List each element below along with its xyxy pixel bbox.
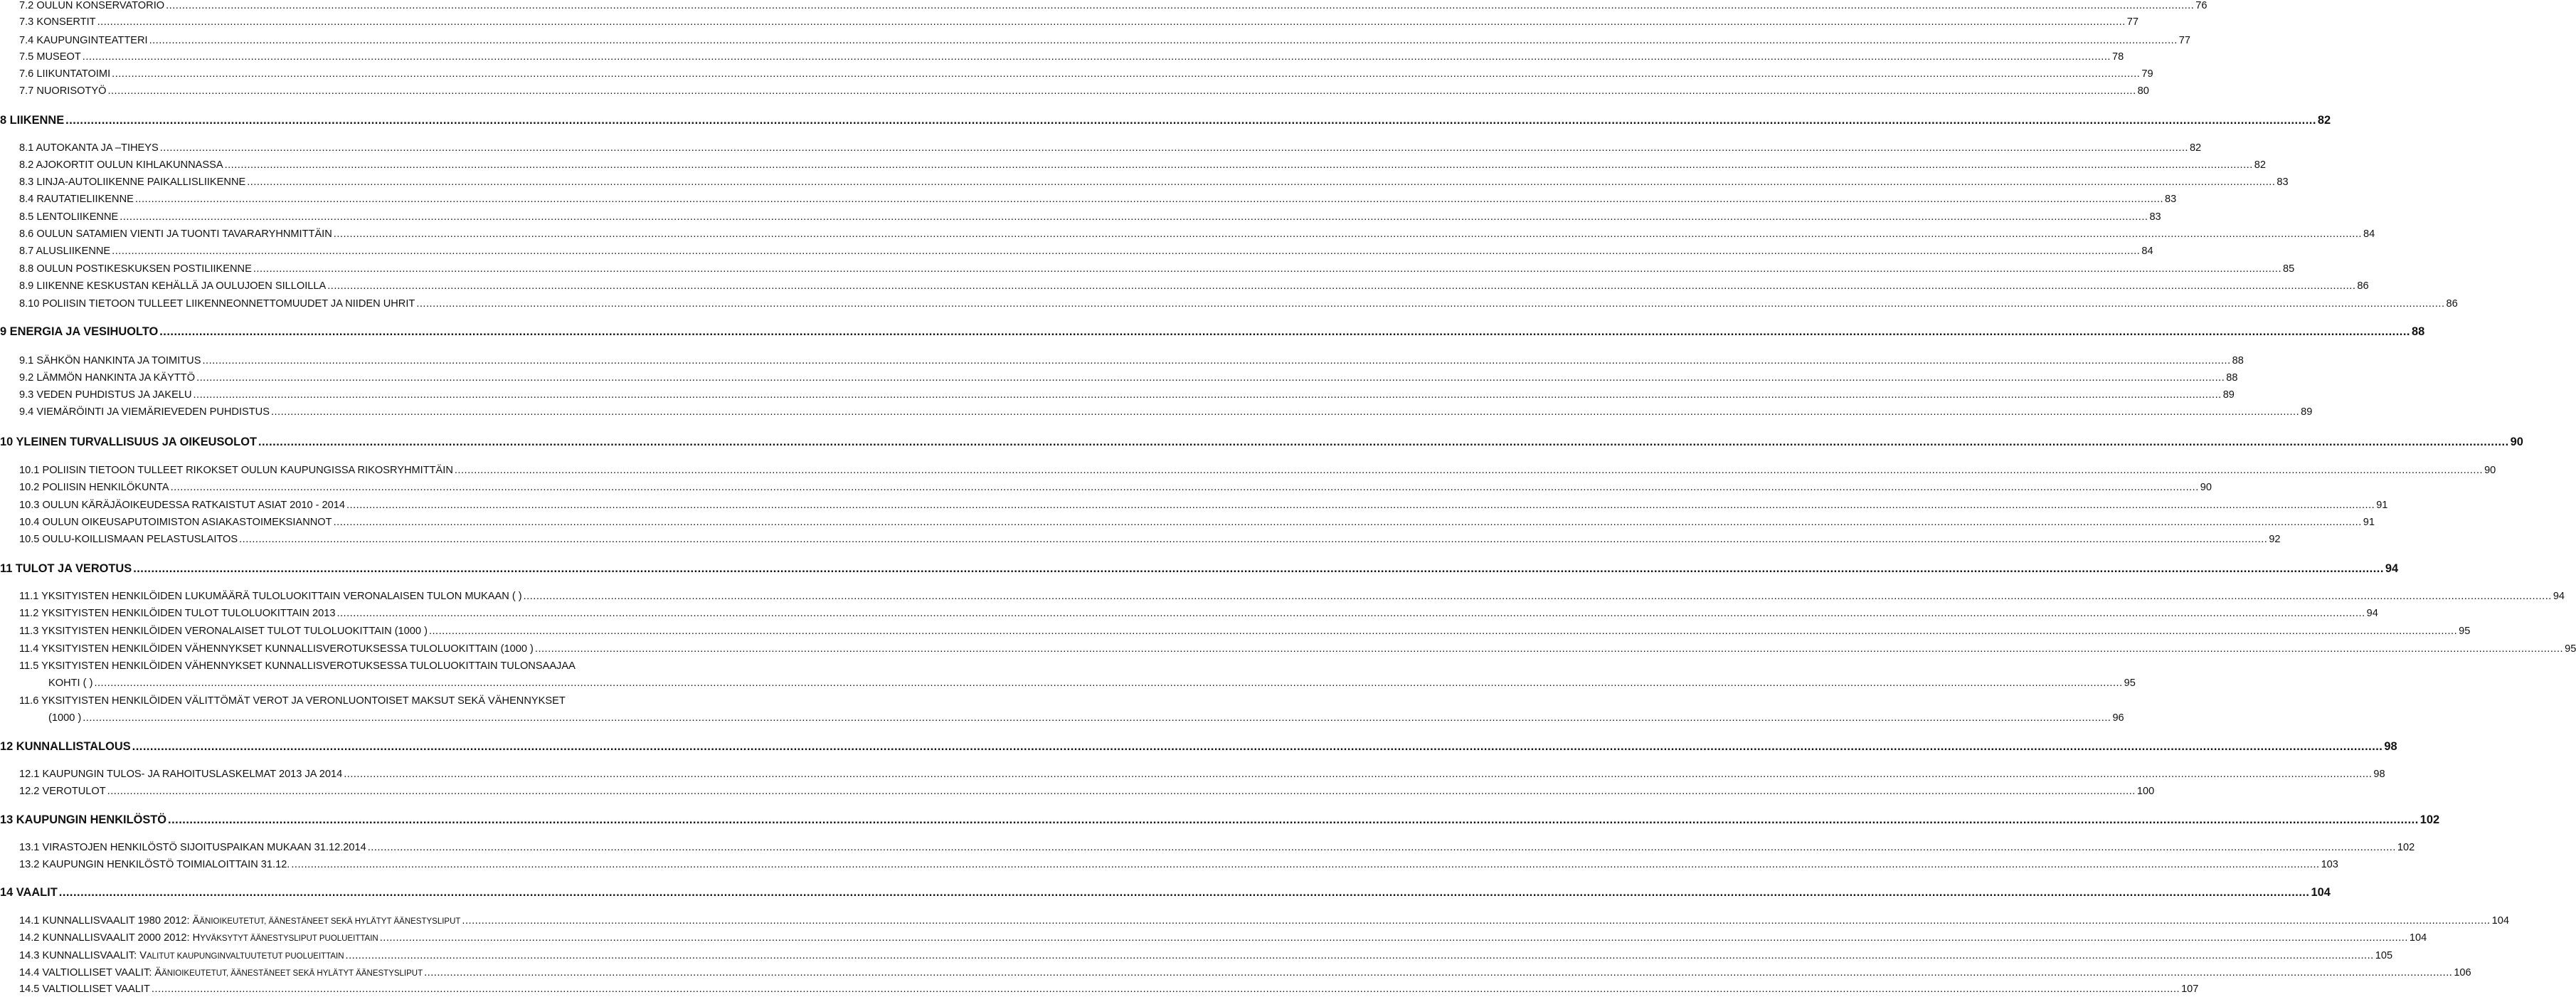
toc-page-number: 95 (2124, 677, 2136, 689)
toc-entry-smallcaps: ÄNIOIKEUTETUT, ÄÄNESTÄNEET SEKÄ HYLÄTYT ÄÄNESTYSLIPUT (199, 917, 461, 926)
toc-entry[interactable] (0, 606, 2378, 621)
toc-leader-dots (112, 244, 2140, 258)
toc-entry[interactable] (0, 405, 2313, 419)
toc-page-number: 83 (2276, 176, 2289, 188)
toc-entry[interactable] (0, 532, 2281, 547)
toc-page-number: 94 (2553, 591, 2565, 602)
toc-entry[interactable] (0, 966, 2471, 981)
toc-entry[interactable] (0, 84, 2149, 98)
toc-leader-dots (196, 371, 2225, 385)
toc-page-number: 88 (2226, 372, 2238, 384)
toc-entry-title: 9.1 SÄHKÖN HANKINTA JA TOIMITUS (19, 355, 201, 366)
toc-entry-title: 7.7 NUORISOTYÖ (19, 85, 107, 97)
toc-entry-title: 10.2 POLIISIN HENKILÖKUNTA (19, 482, 169, 493)
toc-entry[interactable] (0, 784, 2155, 798)
toc-page-number: 79 (2141, 68, 2153, 80)
toc-entry[interactable] (0, 50, 2124, 64)
toc-entry-title: 10.3 OULUN KÄRÄJÄOIKEUDESSA RATKAISTUT ASIAT 2010 - 2014 (19, 500, 345, 511)
toc-entry-title: 8.8 OULUN POSTIKESKUKSEN POSTILIIKENNE (19, 263, 252, 275)
toc-chapter[interactable] (0, 434, 2523, 450)
toc-page-number: 85 (2283, 263, 2295, 275)
toc-page-number: 102 (2419, 813, 2440, 826)
toc-page-number: 102 (2397, 842, 2415, 853)
toc-page-number: 100 (2136, 786, 2155, 797)
toc-leader-dots (416, 297, 2444, 311)
toc-chapter-title: 11 TULOT JA VEROTUS (0, 562, 132, 575)
toc-entry[interactable] (0, 0, 2207, 13)
toc-leader-dots (334, 515, 2362, 529)
toc-entry-title (0, 914, 460, 929)
toc-entry[interactable] (0, 33, 2190, 48)
toc-entry[interactable] (0, 388, 2235, 402)
toc-entry[interactable] (0, 858, 2338, 872)
toc-leader-dots (94, 676, 2122, 690)
toc-leader-dots (455, 463, 2483, 478)
toc-page-number: 82 (2189, 142, 2202, 154)
toc-leader-dots (159, 324, 2410, 339)
toc-chapter-title: 14 VAALIT (0, 886, 58, 899)
toc-entry-title: 11.3 YKSITYISTEN HENKILÖIDEN VERONALAISET TULOT TULOLUOKITTAIN (1000 ) (19, 626, 428, 637)
toc-leader-dots (253, 262, 2281, 276)
toc-entry-title: 8.3 LINJA-AUTOLIIKENNE PAIKALLISLIIKENNE (19, 176, 246, 188)
toc-entry-title: 8.7 ALUSLIIKENNE (19, 246, 111, 257)
toc-leader-dots (107, 784, 2136, 798)
toc-entry[interactable] (0, 480, 2212, 495)
toc-entry-title: 9.3 VEDEN PUHDISTUS JA JAKELU (19, 389, 192, 401)
toc-entry-title: 7.3 KONSERTIT (19, 16, 96, 28)
toc-leader-dots (168, 812, 2419, 828)
toc-page-number: 84 (2141, 246, 2153, 257)
toc-leader-dots (120, 210, 2148, 224)
toc-entry-title: KOHTI ( ) (48, 677, 93, 689)
toc-page-number: 78 (2111, 51, 2124, 63)
toc-leader-dots (202, 354, 2230, 368)
toc-page-number: 91 (2376, 500, 2388, 511)
toc-page-number: 94 (2385, 562, 2399, 575)
toc-entry-title: 11.6 YKSITYISTEN HENKILÖIDEN VÄLITTÖMÄT VEROT JA VERONLUONTOISET MAKSUT SEKÄ VÄHENNYKSET (19, 695, 566, 707)
toc-leader-dots (247, 175, 2275, 189)
toc-page-number: 76 (2195, 0, 2207, 11)
toc-entry-title: 7.5 MUSEOT (19, 51, 81, 63)
toc-leader-dots (112, 67, 2140, 81)
toc-entry-title: 11.5 YKSITYISTEN HENKILÖIDEN VÄHENNYKSET KUNNALLISVEROTUKSESSA TULOLUOKITTAIN TULONSAAJAA (19, 660, 576, 672)
toc-leader-dots (344, 767, 2372, 781)
toc-entry-continuation[interactable] (0, 676, 2136, 690)
toc-page-number: 89 (2222, 389, 2235, 401)
toc-entry[interactable] (0, 463, 2496, 478)
toc-entry-title: 9.2 LÄMMÖN HANKINTA JA KÄYTTÖ (19, 372, 196, 384)
toc-page-number: 83 (2165, 194, 2177, 205)
toc-chapter[interactable] (0, 324, 2425, 339)
toc-entry-smallcaps: ÄNIOIKEUTETUT, ÄÄNESTÄNEET SEKÄ HYLÄTYT ÄÄNESTYSLIPUT (161, 969, 423, 978)
toc-entry-title: 9.4 VIEMÄRÖINTI JA VIEMÄRIEVEDEN PUHDISTUS (19, 406, 270, 418)
toc-entry-title: 11.4 YKSITYISTEN HENKILÖIDEN VÄHENNYKSET KUNNALLISVEROTUKSESSA TULOLUOKITTAIN (1000 ) (19, 643, 534, 655)
toc-entry-title: 8.9 LIIKENNE KESKUSTAN KEHÄLLÄ JA OULUJOEN SILLOILLA (19, 280, 327, 292)
toc-entry[interactable] (0, 982, 2199, 996)
toc-page-number: 86 (2446, 298, 2458, 310)
toc-chapter-title: 10 YLEINEN TURVALLISUUS JA OIKEUSOLOT (0, 436, 257, 448)
toc-entry[interactable] (0, 141, 2202, 155)
toc-entry-title: 13.2 KAUPUNGIN HENKILÖSTÖ TOIMIALOITTAIN 31.12. (19, 859, 290, 870)
toc-entry-title (0, 966, 423, 981)
toc-page-number: 103 (2321, 859, 2338, 870)
toc-chapter[interactable] (0, 112, 2331, 128)
toc-entry[interactable] (0, 914, 2509, 929)
toc-entry-title: 10.1 POLIISIN TIETOON TULLEET RIKOKSET OULUN KAUPUNGISSA RIKOSRYHMITTÄIN (19, 465, 453, 476)
toc-entry-title: 7.6 LIIKUNTATOIMI (19, 68, 111, 80)
toc-leader-dots (149, 33, 2178, 48)
toc-chapter-title: 13 KAUPUNGIN HENKILÖSTÖ (0, 813, 167, 826)
toc-page-number: 104 (2409, 932, 2427, 944)
toc-leader-dots (346, 949, 2374, 963)
toc-leader-dots (258, 434, 2509, 450)
toc-page-number: 83 (2149, 211, 2161, 223)
toc-leader-dots (524, 589, 2552, 603)
toc-leader-dots (194, 388, 2222, 402)
toc-page-number: 77 (2126, 16, 2139, 28)
toc-entry[interactable] (0, 931, 2427, 946)
toc-entry-title: 13.1 VIRASTOJEN HENKILÖSTÖ SIJOITUSPAIKAN MUKAAN 31.12.2014 (19, 842, 366, 853)
toc-page-number: 104 (2311, 886, 2331, 899)
toc-entry-title: (1000 ) (48, 712, 82, 724)
toc-leader-dots (83, 50, 2111, 64)
toc-leader-dots (135, 192, 2163, 206)
toc-entry[interactable] (0, 840, 2415, 855)
toc-entry-title: 8.10 POLIISIN TIETOON TULLEET LIIKENNEONNETTOMUUDET JA NIIDEN UHRIT (19, 298, 415, 310)
toc-leader-dots (429, 624, 2457, 638)
toc-entry[interactable] (0, 279, 2369, 293)
toc-entry[interactable] (0, 949, 2393, 964)
toc-leader-dots (368, 840, 2396, 855)
toc-entry-smallcaps: YVÄKSYTYT ÄÄNESTYSLIPUT PUOLUEITTAIN (200, 934, 378, 943)
toc-entry[interactable] (0, 371, 2238, 385)
toc-entry-lead: 14.2 KUNNALLISVAALIT 2000 2012: H (19, 932, 201, 944)
toc-entry-title: 11.1 YKSITYISTEN HENKILÖIDEN LUKUMÄÄRÄ TULOLUOKITTAIN VERONALAISEN TULON MUKAAN ( ) (19, 591, 522, 602)
toc-page-number: 107 (2181, 983, 2199, 995)
toc-page-number: 104 (2491, 915, 2509, 927)
toc-entry[interactable] (0, 227, 2375, 241)
toc-page-number: 88 (2232, 355, 2244, 366)
toc-entry[interactable] (0, 244, 2153, 258)
toc-entry[interactable] (0, 67, 2153, 81)
toc-entry-title: 7.4 KAUPUNGINTEATTERI (19, 35, 148, 46)
toc-page-number: 98 (2373, 769, 2385, 780)
toc-entry[interactable] (0, 15, 2139, 29)
toc-entry-first-line[interactable] (0, 694, 682, 708)
toc-leader-dots (346, 498, 2375, 512)
toc-page-number: 95 (2565, 643, 2576, 655)
toc-page-number: 89 (2301, 406, 2313, 418)
toc-page-number: 106 (2454, 967, 2471, 978)
toc-chapter-title: 12 KUNNALLISTALOUS (0, 740, 131, 753)
toc-page-number: 84 (2363, 228, 2375, 240)
toc-entry[interactable] (0, 642, 2576, 656)
toc-entry[interactable] (0, 158, 2266, 172)
toc-entry-title: 8.2 AJOKORTIT OULUN KIHLAKUNNASSA (19, 159, 223, 171)
toc-leader-dots (535, 642, 2563, 656)
toc-chapter-title: 9 ENERGIA JA VESIHUOLTO (0, 325, 159, 338)
toc-leader-dots (462, 914, 2490, 928)
toc-chapter[interactable] (0, 739, 2397, 754)
toc-leader-dots (225, 158, 2253, 172)
toc-page-number: 94 (2366, 608, 2378, 619)
toc-entry-title: 10.5 OULU-KOILLISMAAN PELASTUSLAITOS (19, 534, 238, 545)
toc-chapter[interactable] (0, 885, 2331, 900)
toc-leader-dots (107, 84, 2136, 98)
toc-leader-dots (271, 405, 2299, 419)
toc-chapter-title: 8 LIIKENNE (0, 114, 65, 127)
toc-entry[interactable] (0, 297, 2458, 311)
toc-entry-continuation[interactable] (0, 711, 2124, 725)
toc-leader-dots (152, 982, 2180, 996)
toc-entry[interactable] (0, 354, 2244, 368)
toc-entry-title: 14.5 VALTIOLLISET VAALIT (19, 983, 150, 995)
toc-chapter[interactable] (0, 561, 2399, 576)
toc-entry-title: 11.2 YKSITYISTEN HENKILÖIDEN TULOT TULOLUOKITTAIN 2013 (19, 608, 336, 619)
toc-entry-title: 12.1 KAUPUNGIN TULOS- JA RAHOITUSLASKELMAT 2013 JA 2014 (19, 769, 343, 780)
toc-entry[interactable] (0, 210, 2161, 224)
toc-leader-dots (97, 15, 2126, 29)
toc-entry[interactable] (0, 498, 2388, 512)
toc-leader-dots (334, 227, 2362, 241)
toc-entry-lead: 14.3 KUNNALLISVAALIT: V (19, 950, 147, 961)
toc-entry-title: 8.1 AUTOKANTA JA –TIHEYS (19, 142, 159, 154)
toc-page-number: 92 (2269, 534, 2281, 545)
toc-leader-dots (59, 885, 2310, 900)
toc-page-number: 77 (2178, 35, 2190, 46)
toc-entry-lead: 14.1 KUNNALLISVAALIT 1980 2012: Ä (19, 915, 200, 927)
toc-entry[interactable] (0, 767, 2385, 781)
toc-page-number: 88 (2411, 325, 2425, 338)
toc-leader-dots (336, 606, 2365, 621)
toc-page-number: 105 (2375, 950, 2393, 961)
toc-page-number: 90 (2484, 465, 2496, 476)
toc-page-number: 90 (2200, 482, 2212, 493)
toc-entry[interactable] (0, 515, 2375, 529)
toc-page-number: 96 (2112, 712, 2124, 724)
toc-entry[interactable] (0, 262, 2295, 276)
toc-leader-dots (83, 711, 2111, 725)
toc-entry-title (0, 931, 378, 946)
toc-leader-dots (291, 858, 2319, 872)
toc-leader-dots (160, 141, 2188, 155)
toc-page-number: 91 (2363, 517, 2375, 528)
toc-page-number: 80 (2137, 85, 2149, 97)
toc-page-number: 98 (2384, 740, 2397, 753)
toc-leader-dots (380, 931, 2408, 945)
toc-entry[interactable] (0, 192, 2177, 206)
toc-entry[interactable] (0, 175, 2289, 189)
toc-leader-dots (166, 0, 2194, 13)
toc-entry-lead: 14.4 VALTIOLLISET VAALIT: Ä (19, 967, 162, 978)
toc-leader-dots (65, 112, 2316, 128)
toc-entry-title: 7.2 OULUN KONSERVATORIO (19, 0, 165, 11)
toc-chapter[interactable] (0, 812, 2440, 828)
toc-entry[interactable] (0, 624, 2471, 638)
toc-entry-title: 12.2 VEROTULOT (19, 786, 106, 797)
toc-entry-title: 8.5 LENTOLIIKENNE (19, 211, 119, 223)
toc-leader-dots (171, 480, 2199, 495)
toc-entry-title: 10.4 OULUN OIKEUSAPUTOIMISTON ASIAKASTOIMEKSIANNOT (19, 517, 332, 528)
toc-page-number: 95 (2459, 626, 2471, 637)
toc-entry-title: 8.6 OULUN SATAMIEN VIENTI JA TUONTI TAVARARYHNMITTÄIN (19, 228, 332, 240)
toc-leader-dots (239, 532, 2267, 547)
toc-entry-smallcaps: ALITUT KAUPUNGINVALTUUTETUT PUOLUEITTAIN (147, 952, 344, 961)
toc-page-number: 90 (2510, 436, 2523, 448)
toc-leader-dots (132, 739, 2383, 754)
toc-entry-title: 8.4 RAUTATIELIIKENNE (19, 194, 134, 205)
toc-page-number: 82 (2254, 159, 2266, 171)
toc-page-number: 82 (2317, 114, 2331, 127)
toc-entry-title (0, 949, 344, 964)
toc-leader-dots (327, 279, 2355, 293)
toc-entry[interactable] (0, 589, 2565, 603)
toc-leader-dots (424, 966, 2452, 980)
toc-page-number: 86 (2357, 280, 2369, 292)
toc-entry-first-line[interactable] (0, 659, 682, 673)
toc-leader-dots (133, 561, 2384, 576)
